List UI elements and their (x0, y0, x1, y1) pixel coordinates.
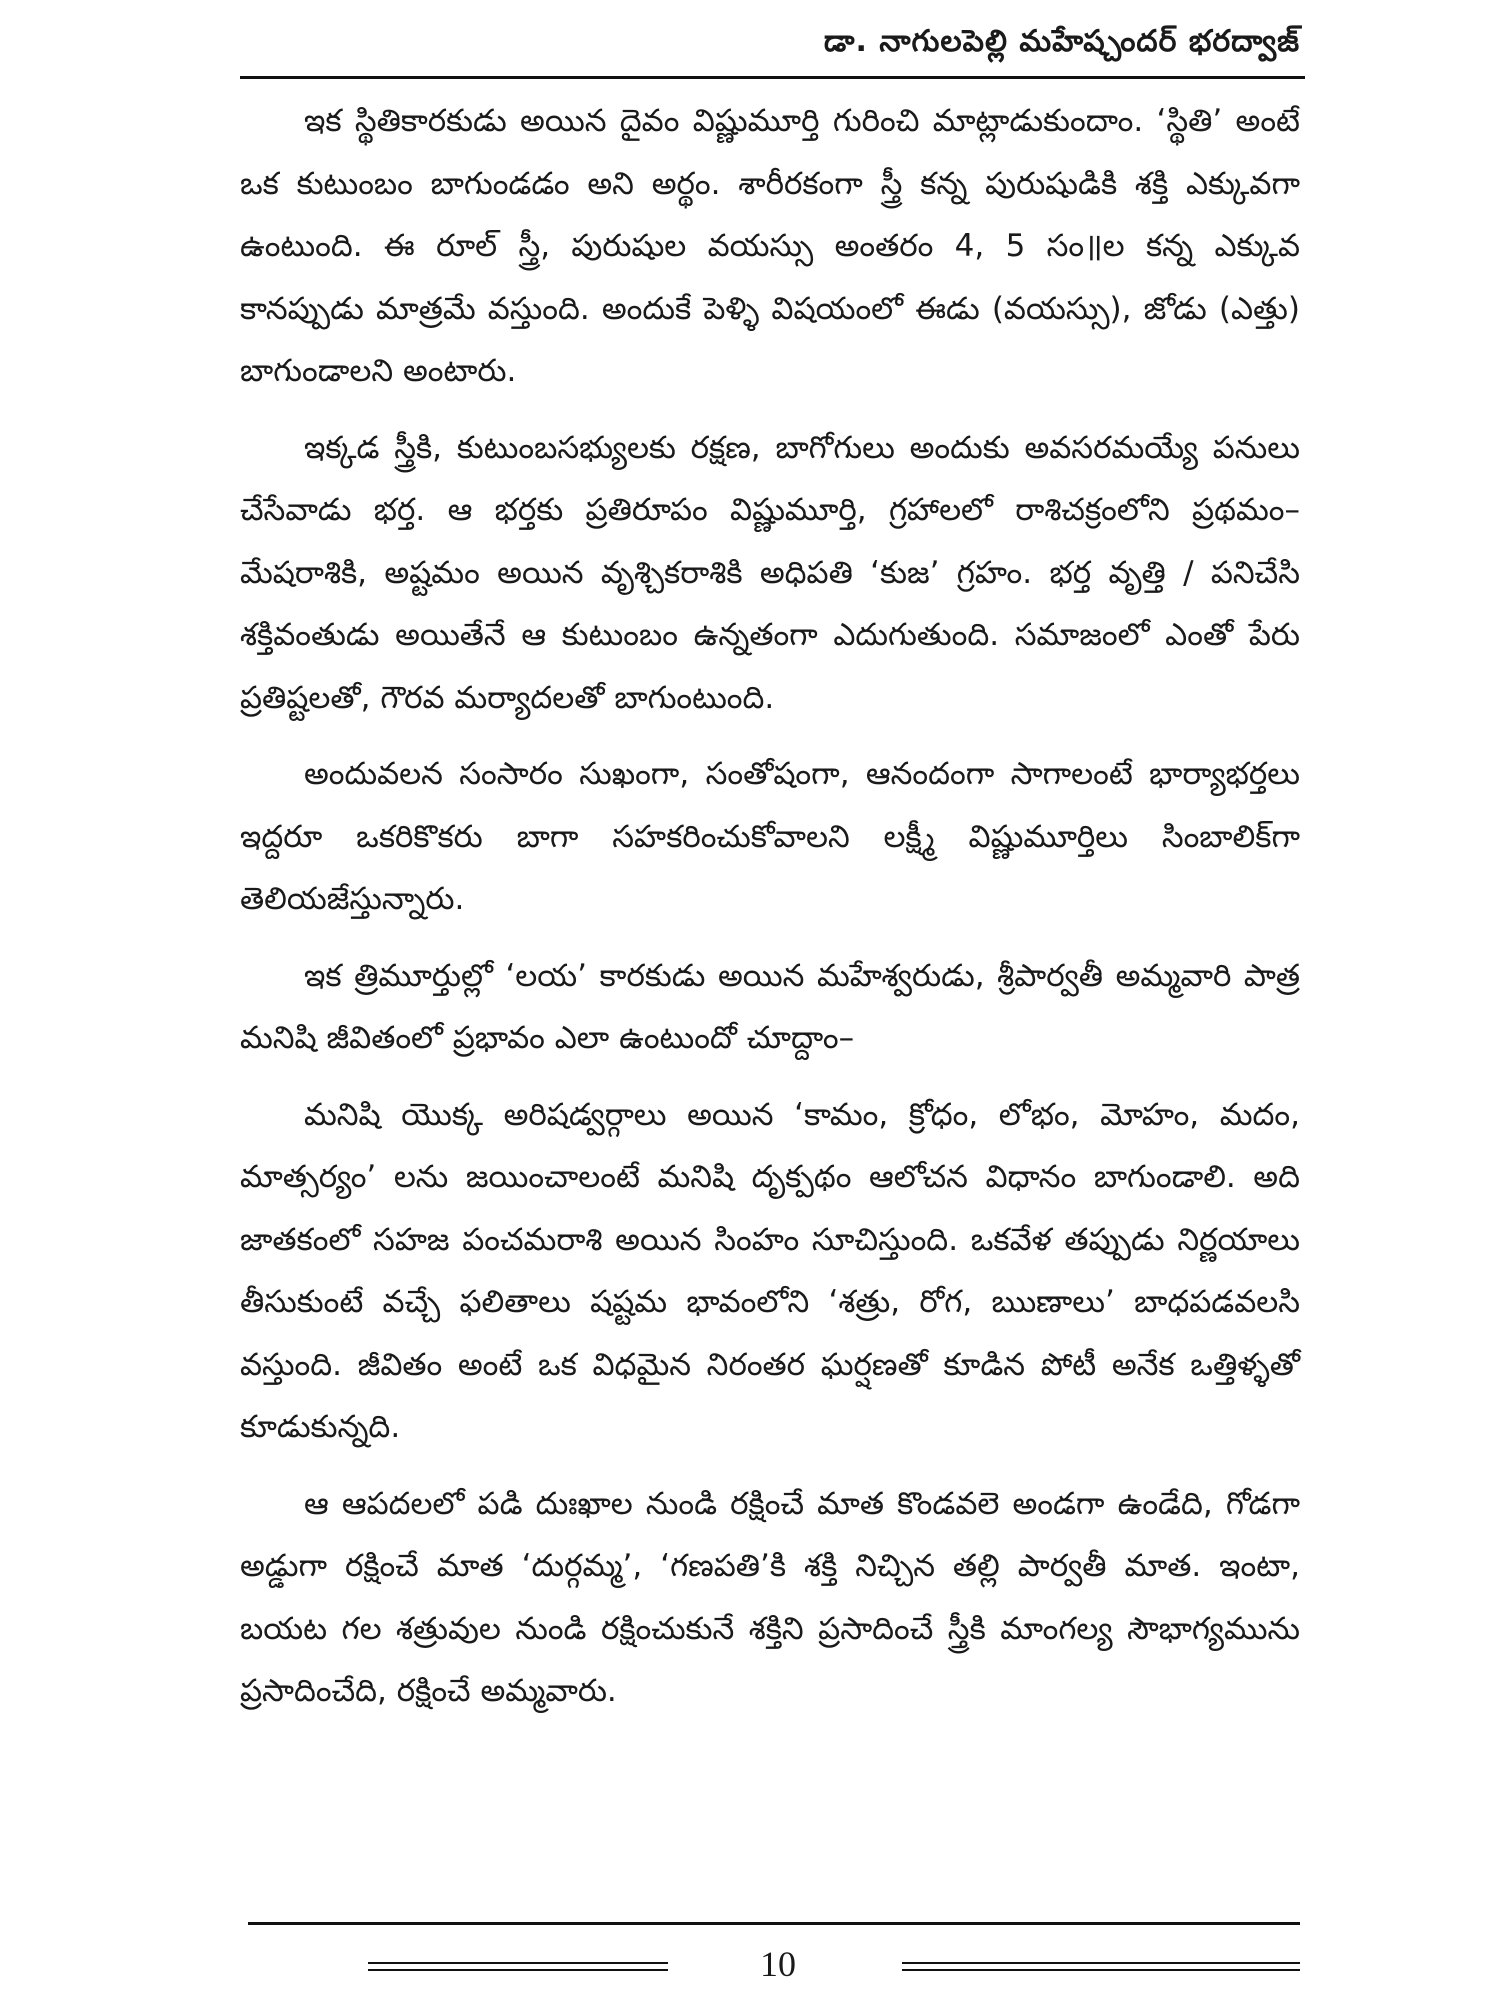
footer-rule (248, 1922, 1300, 1925)
paragraph-2: ఇక్కడ స్త్రీకి, కుటుంబసభ్యులకు రక్షణ, బాగోగులు అందుకు అవసరమయ్యే పనులు చేసేవాడు భర్త. ఆ భర్తకు ప్రతిరూపం విష్ణుమూర్తి, గ్రహాలలో రాశిచక్రంలోని ప్రథమం–మేషరాశికి, అష్టమం అయిన వృశ్చికరాశికి అధిపతి ‘కుజ’ గ్రహం. భర్త వృత్తి / పనిచేసి శక్తివంతుడు అయితేనే ఆ కుటుంబం ఉన్నతంగా ఎదుగుతుంది. సమాజంలో ఎంతో పేరు ప్రతిష్టలతో, గౌరవ మర్యాదలతో బాగుంటుంది. (240, 429, 1300, 716)
page-number: 10 (760, 1944, 796, 1984)
paragraph-3: అందువలన సంసారం సుఖంగా, సంతోషంగా, ఆనందంగా సాగాలంటే భార్యాభర్తలు ఇద్దరూ ఒకరికొకరు బాగా సహకరించుకోవాలని లక్ష్మీ విష్ణుమూర్తిలు సింబాలిక్‌గా తెలియజేస్తున్నారు. (240, 756, 1300, 917)
footer-double-rule-left (368, 1962, 668, 1971)
paragraph-5: మనిషి యొక్క అరిషడ్వర్గాలు అయిన ‘కామం, క్రోధం, లోభం, మోహం, మదం, మాత్సర్యం’ లను జయించాలంటే మనిషి దృక్పథం ఆలోచన విధానం బాగుండాలి. అది జాతకంలో సహజ పంచమరాశి అయిన సింహం సూచిస్తుంది. ఒకవేళ తప్పుడు నిర్ణయాలు తీసుకుంటే వచ్చే ఫలితాలు షష్టమ భావంలోని ‘శత్రు, రోగ, ఋణాలు’ బాధపడవలసి వస్తుంది. జీవితం అంటే ఒక విధమైన నిరంతర ఘర్షణతో కూడిన పోటీ అనేక ఒత్తిళ్ళతో కూడుకున్నది. (240, 1096, 1300, 1445)
paragraph-1: ఇక స్థితికారకుడు అయిన దైవం విష్ణుమూర్తి గురించి మాట్లాడుకుందాం. ‘స్థితి’ అంటే ఒక కుటుంబం బాగుండడం అని అర్థం. శారీరకంగా స్త్రీ కన్న పురుషుడికి శక్తి ఎక్కువగా ఉంటుంది. ఈ రూల్ స్త్రీ, పురుషుల వయస్సు అంతరం 4, 5 సం॥ల కన్న ఎక్కువ కానప్పుడు మాత్రమే వస్తుంది. అందుకే పెళ్ళి విషయంలో ఈడు (వయస్సు), జోడు (ఎత్తు) బాగుండాలని అంటారు. (240, 103, 1300, 389)
header-rule (240, 76, 1305, 79)
paragraph-6: ఆ ఆపదలలో పడి దుఃఖాల నుండి రక్షించే మాత కొండవలె అండగా ఉండేది, గోడగా అడ్డుగా రక్షించే మాత ‘దుర్గమ్మ’, ‘గణపతి’కి శక్తి నిచ్చిన తల్లి పార్వతీ మాత. ఇంటా, బయట గల శత్రువుల నుండి రక్షించుకునే శక్తిని ప్రసాదించే స్త్రీకి మాంగల్య సౌభాగ్యమును ప్రసాదించేది, రక్షించే అమ్మవారు. (240, 1485, 1300, 1709)
paragraph-4: ఇక త్రిమూర్తుల్లో ‘లయ’ కారకుడు అయిన మహేశ్వరుడు, శ్రీపార్వతీ అమ్మవారి పాత్ర మనిషి జీవితంలో ప్రభావం ఎలా ఉంటుందో చూద్దాం– (240, 957, 1300, 1056)
page-footer (248, 1940, 1300, 1990)
running-header-author: డా. నాగులపెల్లి మహేష్చందర్ భరద్వాజ్ (823, 24, 1300, 59)
body-text (240, 90, 1300, 1737)
footer-double-rule-right (902, 1962, 1300, 1971)
